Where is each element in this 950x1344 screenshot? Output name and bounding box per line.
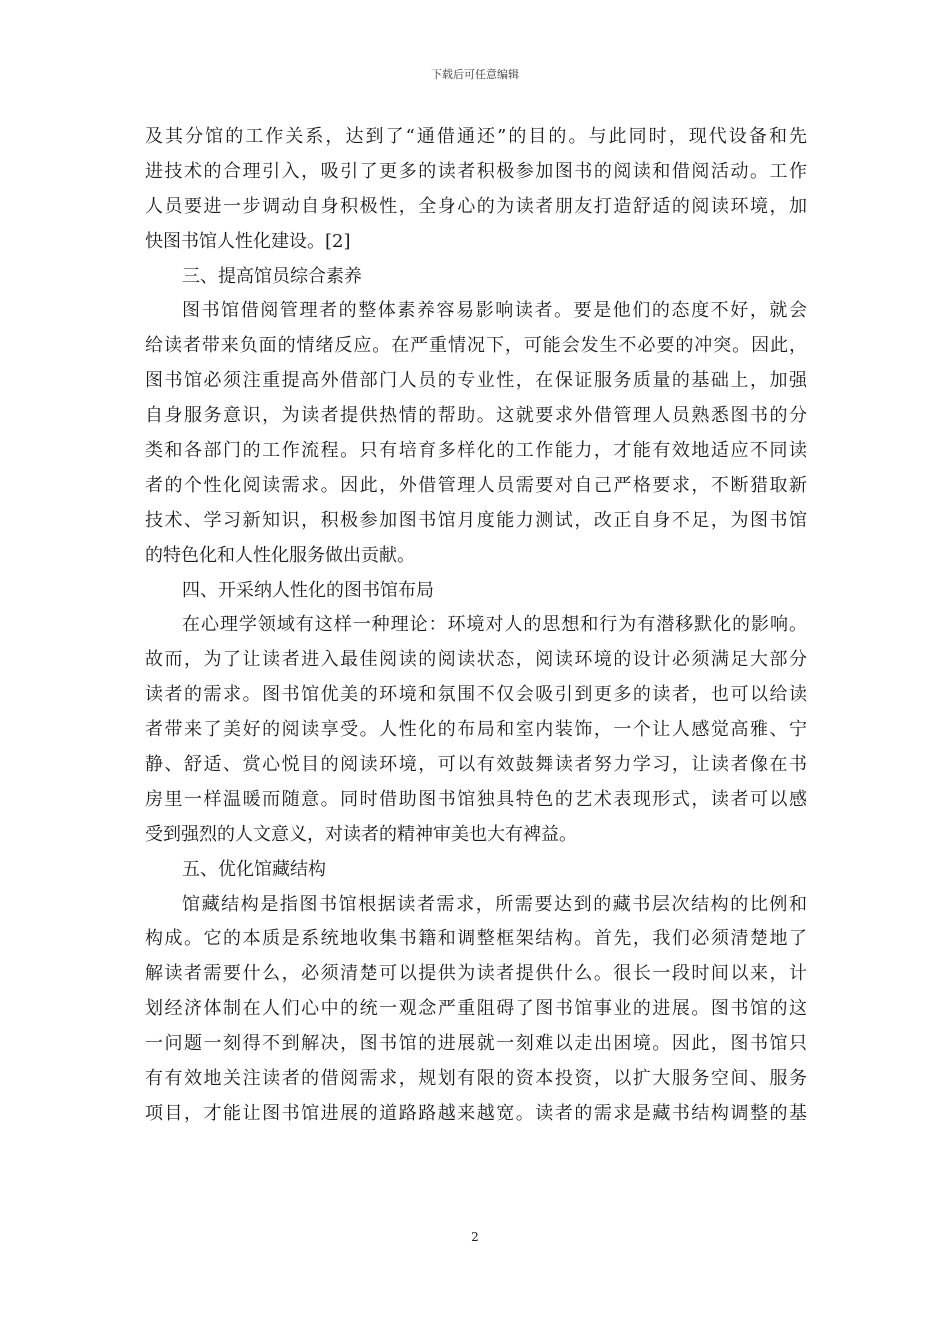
text-line: 故而，为了让读者进入最佳阅读的阅读状态，阅读环境的设计必须满足大部分 — [145, 649, 807, 671]
text-line: 构成。它的本质是系统地收集书籍和调整框架结构。首先，我们必须清楚地了 — [145, 928, 807, 950]
text-line: 在心理学领域有这样一种理论：环境对人的思想和行为有潜移默化的影响。 — [182, 614, 807, 636]
text-line: 房里一样温暖而随意。同时借助图书馆独具特色的艺术表现形式，读者可以感 — [145, 788, 807, 810]
text-line: 者带来了美好的阅读享受。人性化的布局和室内装饰，一个让人感觉高雅、宁 — [145, 719, 807, 741]
text-line: 及其分馆的工作关系，达到了“通借通还”的目的。与此同时，现代设备和先 — [145, 126, 807, 147]
text-line: 类和各部门的工作流程。只有培育多样化的工作能力，才能有效地适应不同读 — [145, 440, 807, 462]
document-body — [145, 120, 807, 1132]
page-number: 2 — [471, 1230, 479, 1244]
text-line: 图书馆借阅管理者的整体素养容易影响读者。要是他们的态度不好，就会 — [182, 300, 807, 322]
text-line: 进技术的合理引入，吸引了更多的读者积极参加图书的阅读和借阅活动。工作 — [145, 160, 807, 182]
text-line: 人员要进一步调动自身积极性，全身心的为读者朋友打造舒适的阅读环境，加 — [145, 195, 807, 217]
text-line: 技术、学习新知识，积极参加图书馆月度能力测试，改正自身不足，为图书馆 — [145, 509, 807, 531]
text-line: 馆藏结构是指图书馆根据读者需求，所需要达到的藏书层次结构的比例和 — [182, 893, 807, 915]
text-line: 解读者需要什么，必须清楚可以提供为读者提供什么。很长一段时间以来，计 — [145, 963, 807, 985]
text-line: 有有效地关注读者的借阅需求，规划有限的资本投资，以扩大服务空间、服务 — [145, 1068, 807, 1090]
section-heading: 五、优化馆藏结构 — [182, 858, 326, 880]
section-heading: 三、提高馆员综合素养 — [182, 265, 362, 287]
page-header: 下载后可任意编辑 — [431, 68, 519, 81]
text-line: 快图书馆人性化建设。[2] — [145, 230, 351, 252]
text-line: 给读者带来负面的情绪反应。在严重情况下，可能会发生不必要的冲突。因此， — [145, 335, 807, 357]
text-line: 静、舒适、赏心悦目的阅读环境，可以有效鼓舞读者努力学习，让读者像在书 — [145, 754, 807, 776]
text-line: 一问题一刻得不到解决，图书馆的进展就一刻难以走出困境。因此，图书馆只 — [145, 1033, 807, 1055]
text-line: 受到强烈的人文意义，对读者的精神审美也大有裨益。 — [145, 823, 577, 845]
text-line: 项目，才能让图书馆进展的道路路越来越宽。读者的需求是藏书结构调整的基 — [145, 1102, 807, 1124]
text-line: 自身服务意识，为读者提供热情的帮助。这就要求外借管理人员熟悉图书的分 — [145, 405, 807, 427]
text-line: 者的个性化阅读需求。因此，外借管理人员需要对自己严格要求，不断猎取新 — [145, 474, 807, 496]
section-heading: 四、开采纳人性化的图书馆布局 — [182, 579, 434, 601]
text-line: 的特色化和人性化服务做出贡献。 — [145, 544, 415, 566]
text-line: 读者的需求。图书馆优美的环境和氛围不仅会吸引到更多的读者，也可以给读 — [145, 684, 807, 706]
text-line: 划经济体制在人们心中的统一观念严重阻碍了图书馆事业的进展。图书馆的这 — [145, 998, 807, 1020]
text-line: 图书馆必须注重提高外借部门人员的专业性，在保证服务质量的基础上，加强 — [145, 370, 807, 392]
